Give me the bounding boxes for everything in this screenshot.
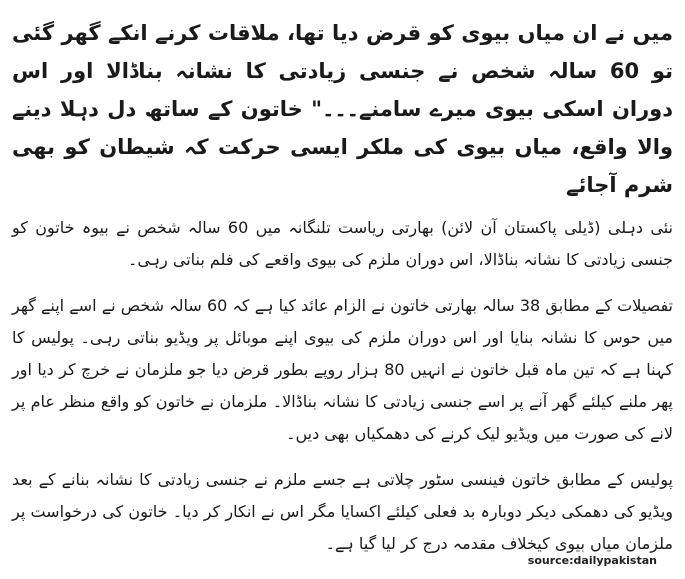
article-paragraph: تفصیلات کے مطابق 38 سالہ بھارتی خاتون نے الزام عائد کیا ہے کہ 60 سالہ شخص نے اسے اپنے گھر میں حوس کا نشانہ بنایا اور اس دوران ملزم کی بیوی اپنے موبائل پر ویڈیو بناتی رہی۔ پولیس کا کہنا ہے کہ تین ماہ قبل خاتون نے انہیں 80 ہزار روپے بطور قرض دیا جو ملزمان نے خرچ کر دیا اور پھر ملنے کیلئے گھر آنے پر اسے جنسی زیادتی کا نشانہ بناڈالا۔ ملزمان نے خاتون کو واقع منظر عام پر لانے کی صورت میں ویڈیو لیک کرنے کی دھمکیاں بھی دیں۔ <box>12 296 674 443</box>
article-paragraph: نئی دہلی (ڈیلی پاکستان آن لائن) بھارتی ریاست تلنگانہ میں 60 سالہ شخص نے بیوہ خاتون کو جنسی زیادتی کا نشانہ بناڈالا، اس دوران ملزم کی بیوی واقعے کی فلم بناتی رہی۔ <box>12 218 673 269</box>
source-credit: source:dailypakistan <box>527 554 657 567</box>
article <box>12 14 673 574</box>
article-paragraph: پولیس کے مطابق خاتون فینسی سٹور چلاتی ہے جسے ملزم نے جنسی زیادتی کا نشانہ بنانے کے بعد ویڈیو کی دھمکی دیکر دوبارہ بد فعلی کیلئے اکسایا مگر اس نے انکار کر دیا۔ خاتون کی درخواست پر ملزمان میاں بیوی کیخلاف مقدمہ درج کر لیا گیا ہے۔ <box>12 470 673 553</box>
article-headline: میں نے ان میاں بیوی کو قرض دیا تھا، ملاقات کرنے انکے گھر گئی تو 60 سالہ شخص نے جنسی زیادتی کا نشانہ بناڈالا اور اس دوران اسکی بیوی میرے سامنے۔۔۔" خاتون کے ساتھ دل دہلا دینے والا واقع، میاں بیوی کی ملکر ایسی حرکت کہ شیطان کو بھی شرم آجائے <box>12 21 673 197</box>
